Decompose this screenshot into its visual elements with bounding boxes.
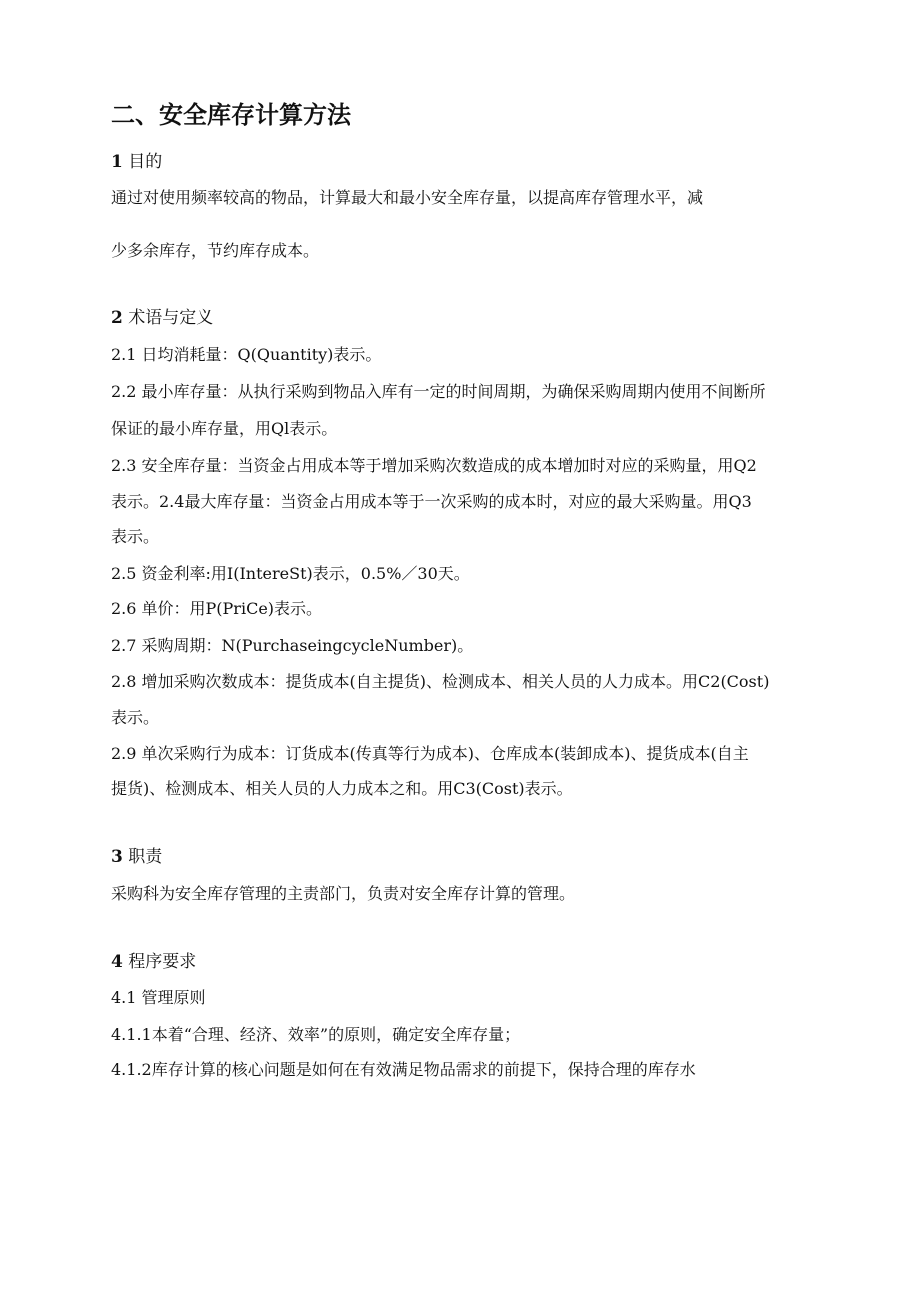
definition-line: 保证的最小库存量，用Ql表示。 bbox=[111, 419, 338, 438]
definition-line: 2.6 单价：用P(PriCe)表示。 bbox=[111, 599, 323, 618]
page-title: 二、安全库存计算方法 bbox=[111, 100, 351, 129]
section-heading-procedure: 4 程序要求 bbox=[111, 952, 197, 972]
section-heading-terms: 2 术语与定义 bbox=[111, 308, 214, 328]
definition-line: 2.8 增加采购次数成本：提货成本(自主提货)、检测成本、相关人员的人力成本。用C2(Cost) bbox=[111, 672, 770, 691]
definition-line: 2.1 日均消耗量：Q(Quantity)表示。 bbox=[111, 345, 382, 364]
definition-line: 表示。 bbox=[111, 708, 160, 727]
definition-line: 2.9 单次采购行为成本：订货成本(传真等行为成本)、仓库成本(装卸成本)、提货成本(自主 bbox=[111, 744, 749, 763]
procedure-line: 4.1.1本着“合理、经济、效率”的原则，确定安全库存量； bbox=[111, 1025, 521, 1044]
paragraph-line: 通过对使用频率较高的物品，计算最大和最小安全库存量，以提高库存管理水平，减 bbox=[111, 188, 704, 207]
definition-line: 表示。 bbox=[111, 527, 160, 546]
procedure-line: 4.1.2库存计算的核心问题是如何在有效满足物品需求的前提下，保持合理的库存水 bbox=[111, 1060, 696, 1079]
paragraph-line: 采购科为安全库存管理的主责部门，负责对安全库存计算的管理。 bbox=[111, 884, 576, 903]
definition-line: 表示。2.4最大库存量：当资金占用成本等于一次采购的成本时，对应的最大采购量。用Q3 bbox=[111, 492, 752, 511]
paragraph-line: 少多余库存，节约库存成本。 bbox=[111, 241, 320, 260]
definition-line: 2.2 最小库存量：从执行采购到物品入库有一定的时间周期，为确保采购周期内使用不间断所 bbox=[111, 382, 766, 401]
procedure-line: 4.1 管理原则 bbox=[111, 988, 206, 1007]
section-heading-purpose: 1 目的 bbox=[111, 152, 163, 172]
section-heading-responsibilities: 3 职责 bbox=[111, 847, 163, 867]
definition-line: 提货)、检测成本、相关人员的人力成本之和。用C3(Cost)表示。 bbox=[111, 779, 573, 798]
definition-line: 2.5 资金利率:用I(IntereSt)表示，0.5%／30天。 bbox=[111, 564, 470, 583]
definition-line: 2.3 安全库存量：当资金占用成本等于增加采购次数造成的成本增加时对应的采购量，用Q2 bbox=[111, 456, 757, 475]
definition-line: 2.7 采购周期：N(PurchaseingcycleNumber)。 bbox=[111, 636, 474, 655]
